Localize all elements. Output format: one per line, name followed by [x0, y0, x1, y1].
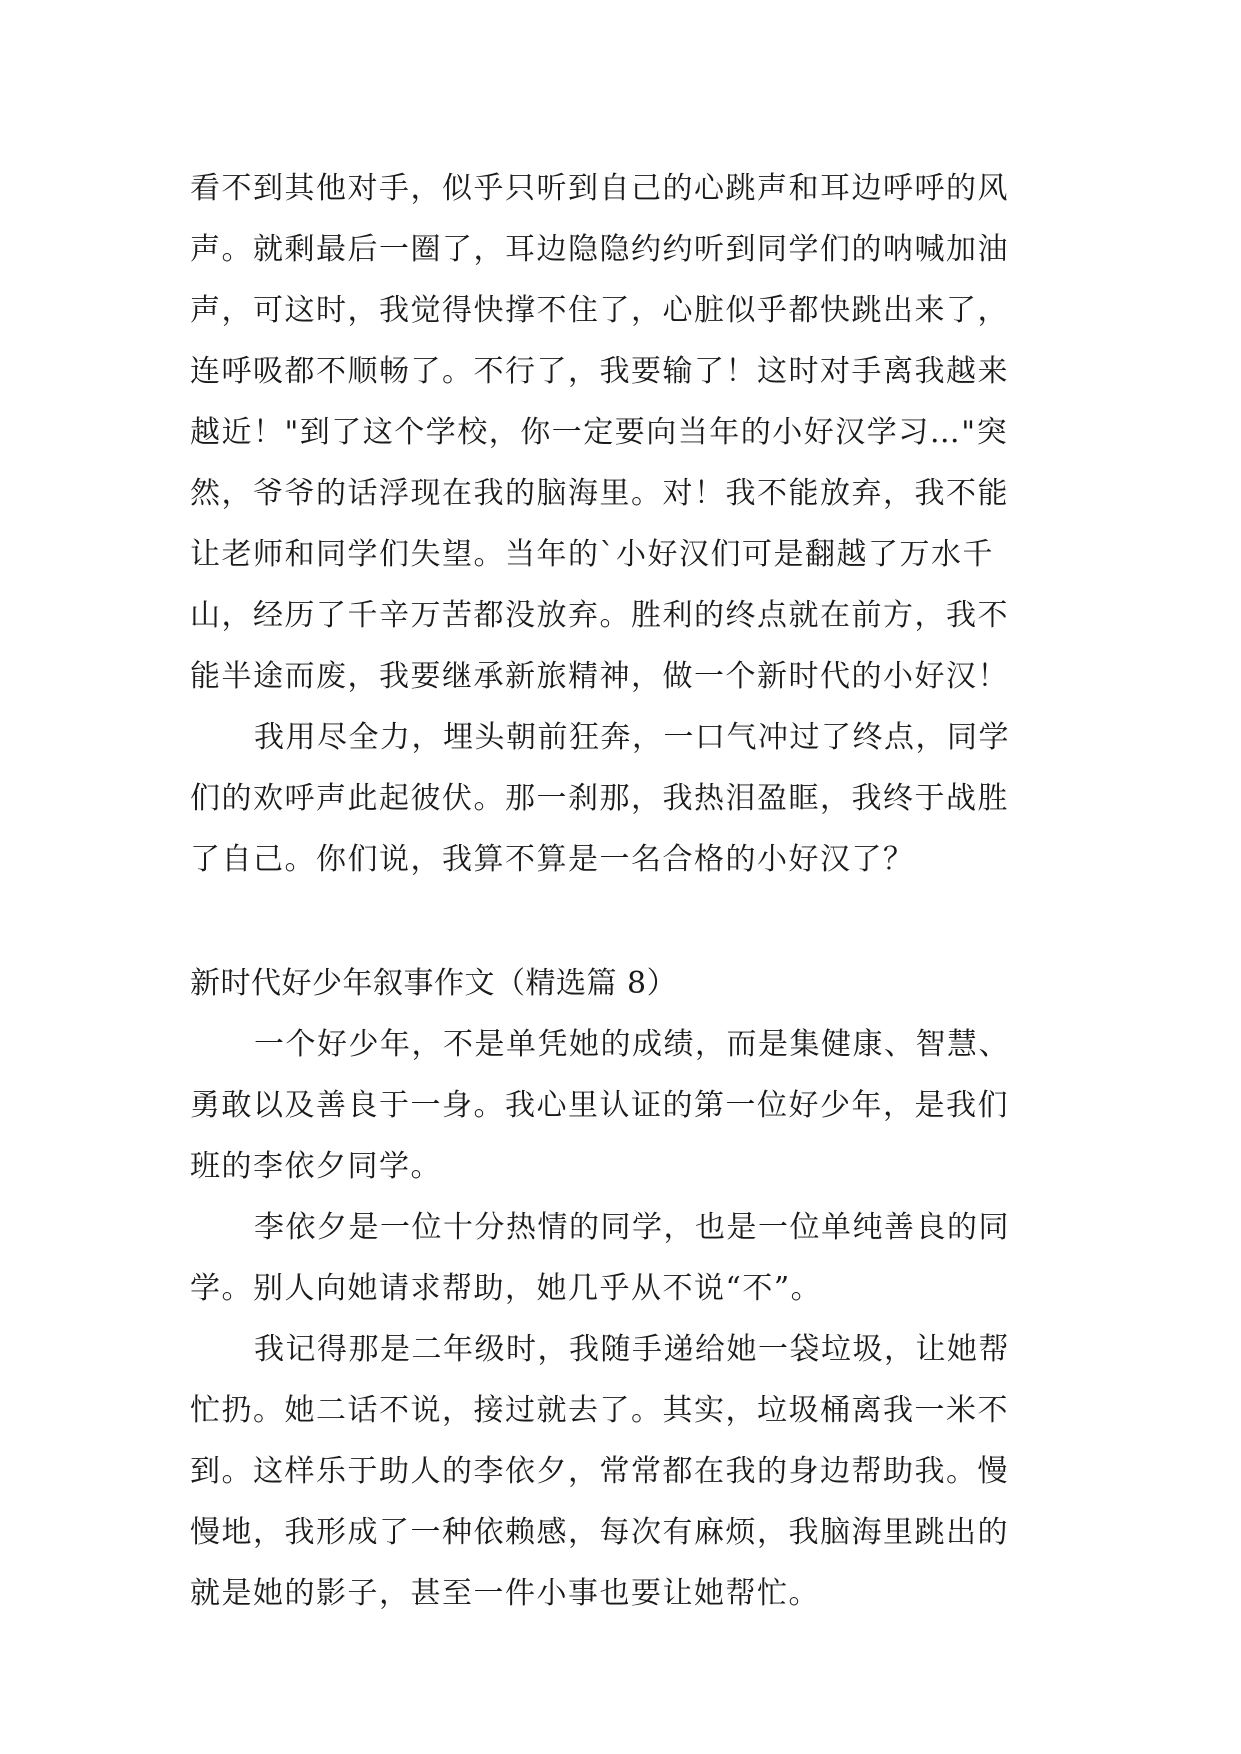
text-line: 忙扔。她二话不说，接过就去了。其实，垃圾桶离我一米不 [190, 1393, 1009, 1428]
text-line: 了自己。你们说，我算不算是一名合格的小好汉了？ [190, 842, 915, 877]
text-line: 让老师和同学们失望。当年的`小好汉们可是翻越了万水千 [190, 537, 994, 572]
text-line: 连呼吸都不顺畅了。不行了，我要输了！这时对手离我越来 [190, 354, 1009, 389]
text-line: 到。这样乐于助人的李依夕，常常都在我的身边帮助我。慢 [190, 1454, 1009, 1489]
text-line: 们的欢呼声此起彼伏。那一刹那，我热泪盈眶，我终于战胜 [190, 781, 1009, 816]
paragraph-second-grade-memory [190, 1319, 1070, 1624]
text-line: 山，经历了千辛万苦都没放弃。胜利的终点就在前方，我不 [190, 598, 1009, 633]
paragraph-good-youth-intro [190, 1014, 1070, 1197]
text-line: 一个好少年，不是单凭她的成绩，而是集健康、智慧、 [254, 1027, 1010, 1062]
text-line: 李依夕是一位十分热情的同学，也是一位单纯善良的同 [254, 1210, 1010, 1245]
text-line: 越近！"到了这个学校，你一定要向当年的小好汉学习…"突 [190, 415, 1009, 450]
paragraph-race-ending [190, 158, 1070, 707]
text-line: 学。别人向她请求帮助，她几乎从不说“不”。 [190, 1271, 823, 1306]
text-line: 我用尽全力，埋头朝前狂奔，一口气冲过了终点，同学 [254, 720, 1010, 755]
paragraph-spacer [190, 890, 1070, 953]
paragraph-finish-line [190, 707, 1070, 890]
paragraph-classmate-description [190, 1197, 1070, 1319]
text-line: 声。就剩最后一圈了，耳边隐隐约约听到同学们的呐喊加油 [190, 232, 1009, 267]
text-line: 看不到其他对手，似乎只听到自己的心跳声和耳边呼呼的风 [190, 171, 1009, 206]
text-line: 勇敢以及善良于一身。我心里认证的第一位好少年，是我们 [190, 1088, 1009, 1123]
text-line: 就是她的影子，甚至一件小事也要让她帮忙。 [190, 1576, 820, 1611]
text-line: 慢地，我形成了一种依赖感，每次有麻烦，我脑海里跳出的 [190, 1515, 1009, 1550]
text-line: 能半途而废，我要继承新旅精神，做一个新时代的小好汉！ [190, 659, 1009, 694]
text-line: 然，爷爷的话浮现在我的脑海里。对！我不能放弃，我不能 [190, 476, 1009, 511]
text-line: 我记得那是二年级时，我随手递给她一袋垃圾，让她帮 [254, 1332, 1010, 1367]
text-line: 声，可这时，我觉得快撑不住了，心脏似乎都快跳出来了， [190, 293, 1009, 328]
text-line: 班的李依夕同学。 [190, 1149, 442, 1184]
document-body [190, 158, 1070, 1624]
essay-heading: 新时代好少年叙事作文（精选篇 8） [190, 966, 678, 1001]
